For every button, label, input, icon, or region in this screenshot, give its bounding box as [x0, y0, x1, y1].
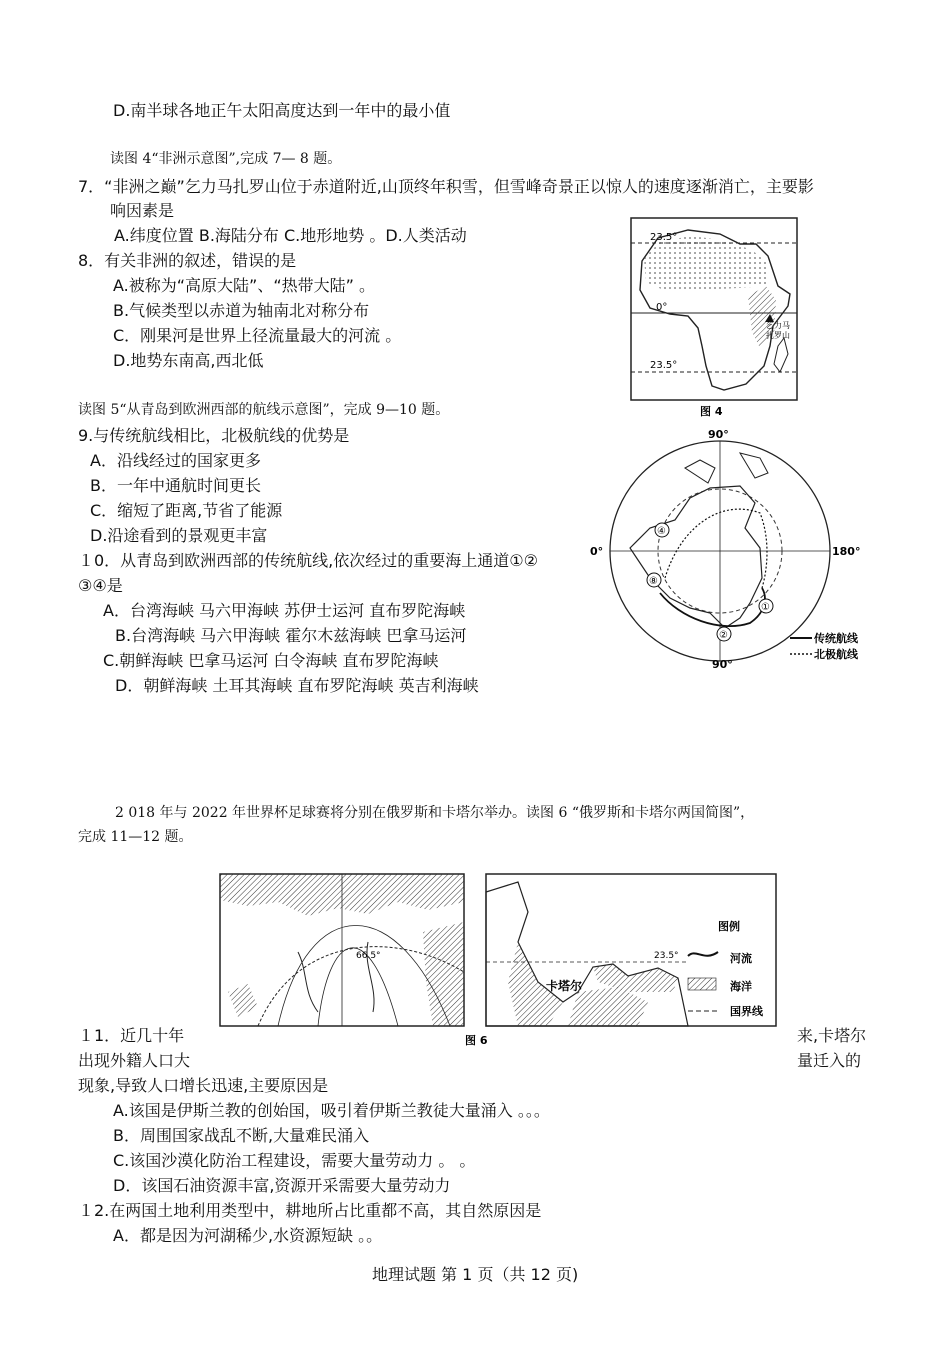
- fig4-mountain-line2: 扎罗山: [766, 331, 790, 340]
- fig5-legend-arctic: 北极航线: [814, 648, 858, 661]
- q9-option-c: C．缩短了距离,节省了能源: [90, 501, 283, 520]
- figure-4-africa-map: [628, 216, 800, 420]
- q11-option-d: D．该国石油资源丰富,资源开采需要大量劳动力: [113, 1176, 451, 1195]
- fig6-tropic: 23.5°: [654, 951, 679, 961]
- fig5-marker-4: ④: [657, 526, 666, 537]
- q7-stem-cont: 响因素是: [110, 201, 175, 220]
- q12-option-a: A．都是因为河湖稀少,水资源短缺 。。: [113, 1226, 383, 1245]
- q12-stem: １2.在两国土地利用类型中，耕地所占比重都不高，其自然原因是: [78, 1201, 542, 1220]
- q6-option-d: D.南半球各地正午太阳高度达到一年中的最小值: [113, 101, 451, 120]
- page-footer: 地理试题 第 1 页（共 12 页): [372, 1265, 579, 1284]
- q8-option-c: C．刚果河是世界上径流量最大的河流 。: [113, 326, 402, 345]
- q11-stem-left: １1．近几十年: [78, 1026, 185, 1045]
- q11-option-a: A.该国是伊斯兰教的创始国，吸引着伊斯兰教徒大量涌入 。。。: [113, 1101, 550, 1120]
- fig6-legend-title: 图例: [718, 920, 740, 933]
- fig6-intro-cont: 完成 11—12 题。: [78, 829, 193, 845]
- q11-stem-left-2: 出现外籍人口大: [78, 1051, 191, 1070]
- q10-option-b: B.台湾海峡 马六甲海峡 霍尔木兹海峡 巴拿马运河: [115, 626, 467, 645]
- fig5-marker-1: ①: [761, 602, 770, 613]
- fig5-intro: 读图 5“从青岛到欧洲西部的航线示意图”，完成 9—10 题。: [78, 402, 450, 418]
- fig6-qatar-label: 卡塔尔: [546, 979, 583, 993]
- q8-stem: 8．有关非洲的叙述，错误的是: [78, 251, 297, 270]
- fig6-arctic-circle: 66.5°: [356, 951, 381, 961]
- q11-option-b: B．周围国家战乱不断,大量难民涌入: [113, 1126, 370, 1145]
- q11-stem-right: 来,卡塔尔: [797, 1026, 867, 1045]
- fig6-caption: 图 6: [465, 1034, 488, 1047]
- q11-stem-right-2: 量迁入的: [797, 1051, 862, 1070]
- q10-option-c: C.朝鲜海峡 巴拿马运河 白令海峡 直布罗陀海峡: [103, 651, 439, 670]
- q9-option-d: D.沿途看到的景观更丰富: [90, 526, 268, 545]
- q10-stem: １0．从青岛到欧洲西部的传统航线,依次经过的重要海上通道①②: [78, 551, 538, 570]
- q9-stem: 9.与传统航线相比，北极航线的优势是: [78, 426, 350, 445]
- figure-5-route-map: [590, 428, 880, 668]
- q11-option-c: C.该国沙漠化防治工程建设，需要大量劳动力 。 。: [113, 1151, 476, 1170]
- fig6-legend-river: 河流: [730, 952, 752, 965]
- fig5-bottom-label: 90°: [712, 658, 733, 668]
- fig5-marker-2: ②: [719, 630, 728, 641]
- fig5-top-label: 90°: [708, 428, 729, 441]
- fig4-equator: 0°: [656, 302, 668, 313]
- q9-option-b: B．一年中通航时间更长: [90, 476, 261, 495]
- q10-option-d: D．朝鲜海峡 土耳其海峡 直布罗陀海峡 英吉利海峡: [115, 676, 479, 695]
- q9-option-a: A．沿线经过的国家更多: [90, 451, 261, 470]
- fig4-intro: 读图 4“非洲示意图”,完成 7— 8 题。: [110, 151, 342, 167]
- q8-option-d: D.地势东南高,西北低: [113, 351, 264, 370]
- fig5-left-label: 0°: [590, 545, 604, 558]
- q11-stem-cont: 现象,导致人口增长迅速,主要原因是: [78, 1076, 329, 1095]
- fig5-right-label: 180°: [832, 545, 861, 558]
- fig6-legend-ocean: 海洋: [730, 980, 752, 993]
- q8-option-a: A.被称为“高原大陆”、“热带大陆” 。: [113, 276, 375, 295]
- q10-stem-cont: ③④是: [78, 576, 123, 595]
- figure-6-russia-qatar-map: [218, 872, 778, 1048]
- fig6-intro: 2 018 年与 2022 年世界杯足球赛将分别在俄罗斯和卡塔尔举办。读图 6 “俄罗斯和卡塔尔两国简图”，: [115, 805, 755, 821]
- fig4-lat-s: 23.5°: [650, 360, 678, 371]
- q10-option-a: A．台湾海峡 马六甲海峡 苏伊士运河 直布罗陀海峡: [103, 601, 466, 620]
- fig4-mountain-line1: 乞力马: [766, 321, 790, 330]
- fig5-legend-traditional: 传统航线: [814, 632, 858, 645]
- fig4-lat-n: 23.5°: [650, 232, 678, 243]
- q8-option-b: B.气候类型以赤道为轴南北对称分布: [113, 301, 370, 320]
- q7-stem: 7．“非洲之巅”乞力马扎罗山位于赤道附近,山顶终年积雪，但雪峰奇景正以惊人的速度逐渐消亡，主要影: [78, 177, 814, 196]
- fig6-legend-border: 国界线: [730, 1005, 763, 1018]
- q7-options: A.纬度位置 B.海陆分布 C.地形地势 。D.人类活动: [114, 226, 467, 245]
- fig4-caption: 图 4: [700, 405, 723, 418]
- fig5-marker-8: ⑧: [649, 576, 658, 587]
